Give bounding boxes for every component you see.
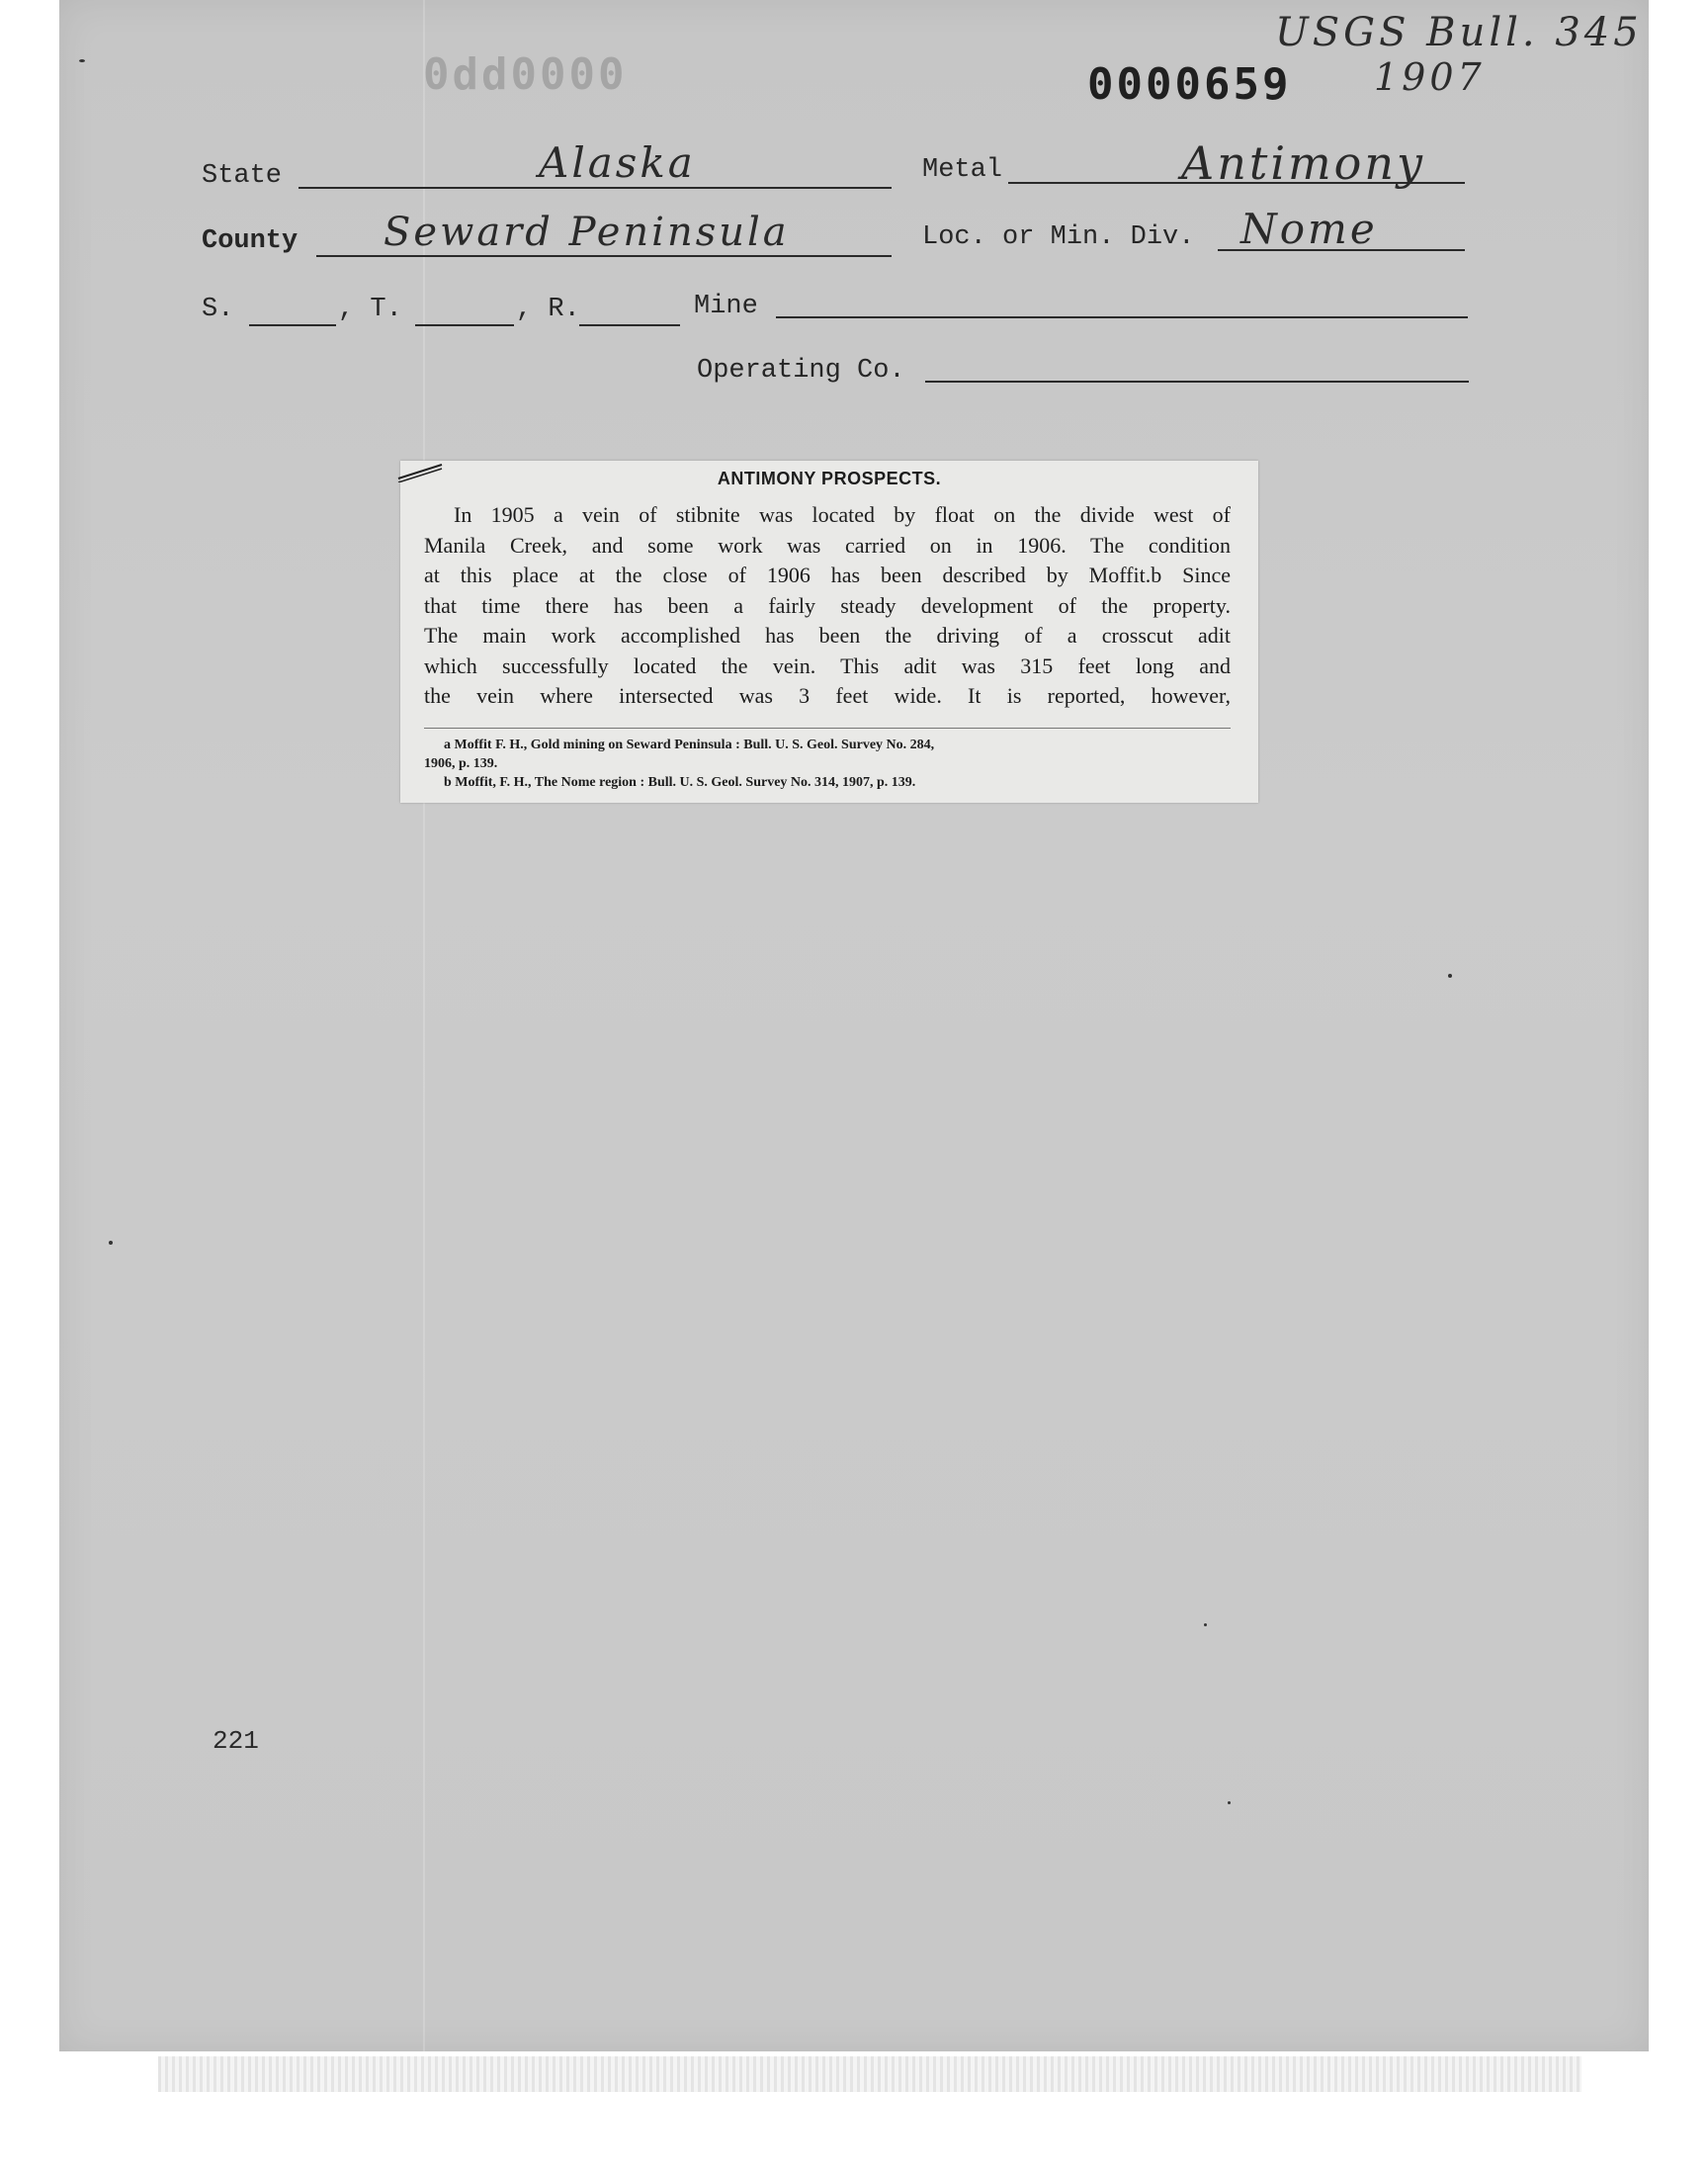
county-line [316, 255, 892, 257]
loc-value: Nome [1240, 205, 1378, 253]
card-fold-shade [423, 0, 425, 2051]
clipping-line: The main work accomplished has been the driving of a crosscut adit [424, 623, 1231, 648]
mine-line [776, 316, 1468, 318]
scan-speck [79, 59, 85, 62]
scan-speck [1448, 974, 1452, 978]
range-label: , R. [516, 295, 580, 324]
section-line [249, 324, 336, 326]
county-label: County [202, 226, 299, 256]
clipping-body [424, 500, 1231, 712]
metal-label: Metal [922, 155, 1003, 185]
mine-label: Mine [694, 292, 758, 321]
scan-edge-strip [158, 2056, 1581, 2092]
scan-speck [1228, 1801, 1231, 1804]
state-label: State [202, 161, 283, 191]
township-line [415, 324, 514, 326]
clipping-line: Manila Creek, and some work was carried on in 1906. The condition [424, 532, 1231, 558]
footnote: b Moffit, F. H., The Nome region : Bull. U. S. Geol. Survey No. 314, 1907, p. 139. [444, 775, 916, 790]
county-value: Seward Peninsula [384, 210, 790, 255]
index-card [59, 0, 1649, 2051]
metal-value: Antimony [1181, 136, 1425, 190]
clipping-line: In 1905 a vein of stibnite was located by float on the divide west of [454, 502, 1231, 527]
handwritten-year: 1907 [1374, 55, 1486, 99]
clipping-line: the vein where intersected was 3 feet wide. It is reported, however, [424, 683, 1231, 708]
page-number: 221 [213, 1726, 259, 1756]
section-label: S. [202, 295, 234, 324]
operating-co-line [925, 381, 1469, 383]
scan-speck [1204, 1623, 1207, 1626]
clipping-line: which successfully located the vein. This adit was 315 feet long and [424, 652, 1231, 678]
clipping-footnotes [424, 736, 1231, 792]
scan-speck [109, 1241, 113, 1245]
clipping-line: that time there has been a fairly steady development of the property. [424, 592, 1231, 618]
bulletin-clipping [400, 461, 1258, 803]
state-value: Alaska [539, 138, 696, 187]
faint-stamp-number: 0dd0000 [423, 49, 628, 100]
footnote: a Moffit F. H., Gold mining on Seward Peninsula : Bull. U. S. Geol. Survey No. 284, [444, 738, 935, 752]
footnote: 1906, p. 139. [424, 756, 498, 771]
state-line [299, 187, 892, 189]
handwritten-reference: USGS Bull. 345 [1275, 10, 1643, 55]
stamp-number: 0000659 [1087, 59, 1292, 110]
clipping-title: ANTIMONY PROSPECTS. [717, 469, 942, 488]
clipping-line: at this place at the close of 1906 has been described by Moffit.b Since [424, 563, 1231, 587]
range-line [579, 324, 680, 326]
loc-label: Loc. or Min. Div. [922, 222, 1195, 252]
operating-co-label: Operating Co. [697, 356, 905, 386]
footnote-rule [424, 728, 1231, 729]
township-label: , T. [338, 295, 402, 324]
